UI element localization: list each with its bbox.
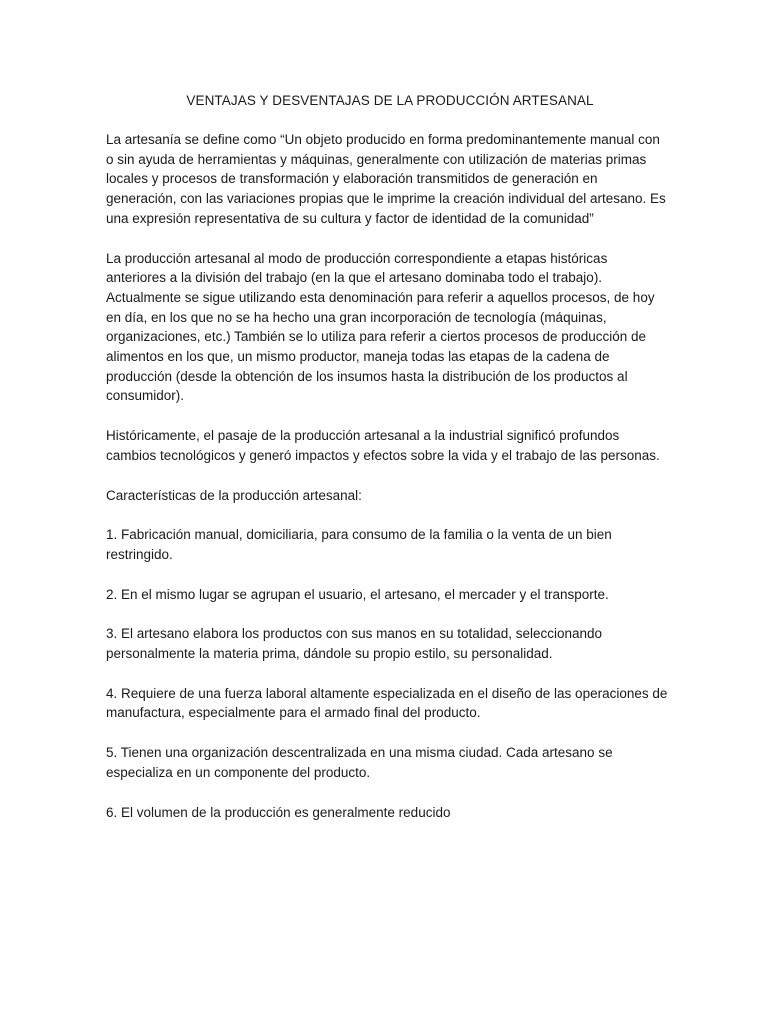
list-item: 5. Tienen una organización descentralizada en una misma ciudad. Cada artesano se especializa en un componente del producto.: [106, 745, 613, 780]
list-item: 2. En el mismo lugar se agrupan el usuario, el artesano, el mercader y el transporte.: [106, 586, 609, 602]
list-item: 6. El volumen de la producción es generalmente reducido: [106, 804, 451, 820]
features-heading: Características de la producción artesanal:: [106, 487, 362, 503]
features-list: [106, 525, 668, 822]
list-item: 1. Fabricación manual, domiciliaria, para consumo de la familia o la venta de un bien restringido.: [106, 527, 612, 562]
paragraph-history: Históricamente, el pasaje de la producción artesanal a la industrial significó profundos cambios tecnológicos y generó impactos y efectos sobre la vida y el trabajo de las personas.: [106, 428, 660, 463]
paragraph-production-mode: La producción artesanal al modo de producción correspondiente a etapas históricas anteriores a la división del trabajo (en la que el artesano dominaba todo el trabajo). Actualmente se sigue utilizando esta denominación para referir a aquellos procesos, de hoy en día, en los que no se ha hecho una gran incorporación de tecnología (máquinas, organizaciones, etc.) También se lo utiliza para referir a ciertos procesos de producción de alimentos en los que, un mismo productor, maneja todas las etapas de la cadena de producción (desde la obtención de los insumos hasta la distribución de los productos al consumidor).: [106, 250, 655, 404]
document-title: VENTAJAS Y DESVENTAJAS DE LA PRODUCCIÓN ARTESANAL: [186, 93, 594, 108]
paragraph-definition: La artesanía se define como “Un objeto producido en forma predominantemente manual con o sin ayuda de herramientas y máquinas, generalmente con utilización de materias primas locales y procesos de transformación y elaboración transmitidos de generación en generación, con las variaciones propias que le imprime la creación individual del artesano. Es una expresión representativa de su cultura y factor de identidad de la comunidad”: [106, 132, 666, 226]
list-item: 4. Requiere de una fuerza laboral altamente especializada en el diseño de las operaciones de manufactura, especialmente para el armado final del producto.: [106, 685, 668, 721]
list-item: 3. El artesano elabora los productos con sus manos en su totalidad, seleccionando personalmente la materia prima, dándole su propio estilo, su personalidad.: [106, 626, 603, 662]
